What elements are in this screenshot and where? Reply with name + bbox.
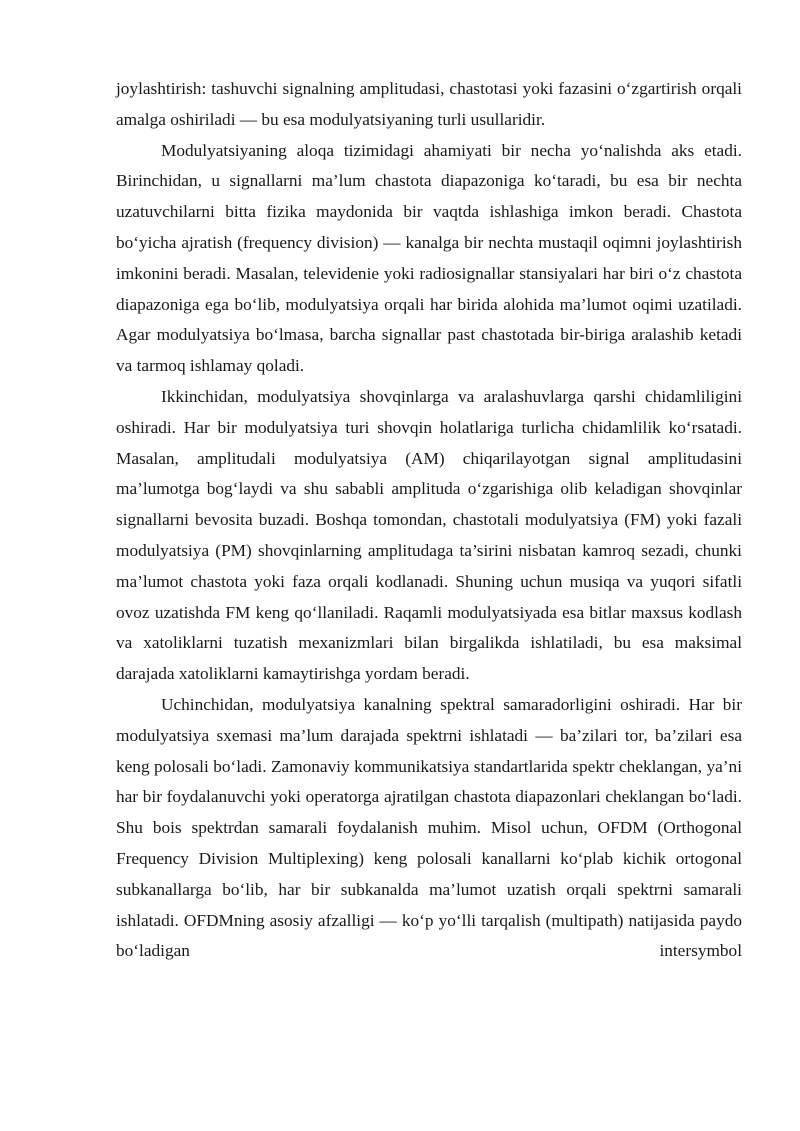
paragraph-third-reason: Uchinchidan, modulyatsiya kanalning spektral samaradorligini oshiradi. Har bir modulyatsiya sxemasi ma’lum darajada spektrni ishlatadi — ba’zilari tor, ba’zilari esa keng polosali bo‘ladi. Zamonaviy kommunikatsiya standartlarida spektr cheklangan, ya’ni har bir foydalanuvchi yoki operatorga ajratilgan chastota diapazonlari cheklangan bo‘ladi. Shu bois spektrdan samarali foydalanish muhim. Misol uchun, OFDM (Orthogonal Frequency Division Multiplexing) keng polosali kanallarni ko‘plab kichik ortogonal subkanallarga bo‘lib, har bir subkanalda ma’lumot uzatish orqali spektrni samarali ishlatadi. OFDMning asosiy afzalligi — ko‘p yo‘lli tarqalish (multipath) natijasida paydo bo‘ladigan intersymbol: [116, 694, 742, 961]
paragraph-second-reason: Ikkinchidan, modulyatsiya shovqinlarga va aralashuvlarga qarshi chidamliligini oshiradi. Har bir modulyatsiya turi shovqin holatlariga turlicha chidamlilik ko‘rsatadi. Masalan, amplitudali modulyatsiya (AM) chiqarilayotgan signal amplitudasini ma’lumotga bog‘laydi va shu sababli amplituda o‘zgarishiga olib keladigan shovqinlar signallarni bevosita buzadi. Boshqa tomondan, chastotali modulyatsiya (FM) yoki fazali modulyatsiya (PM) shovqinlarning amplitudaga ta’sirini nisbatan kamroq sezadi, chunki ma’lumot chastota yoki faza orqali kodlanadi. Shuning uchun musiqa va yuqori sifatli ovoz uzatishda FM keng qo‘llaniladi. Raqamli modulyatsiyada esa bitlar maxsus kodlash va xatoliklarni tuzatish mexanizmlari bilan birgalikda ishlatiladi, bu esa maksimal darajada xatoliklarni kamaytirishga yordam beradi.: [116, 386, 742, 684]
paragraph-first-reason: Modulyatsiyaning aloqa tizimidagi ahamiyati bir necha yo‘nalishda aks etadi. Birinchidan, u signallarni ma’lum chastota diapazoniga ko‘taradi, bu esa bir nechta uzatuvchilarni bitta fizika maydonida bir vaqtda ishlashiga imkon beradi. Chastota bo‘yicha ajratish (frequency division) — kanalga bir nechta mustaqil oqimni joylashtirish imkonini beradi. Masalan, televidenie yoki radiosignallar stansiyalari har biri o‘z chastota diapazoniga ega bo‘lib, modulyatsiya orqali har birida alohida ma’lumot oqimi uzatiladi. Agar modulyatsiya bo‘lmasa, barcha signallar past chastotada bir-biriga aralashib ketadi va tarmoq ishlamay qoladi.: [116, 140, 742, 376]
body-text: [116, 74, 742, 967]
paragraph-continuation: joylashtirish: tashuvchi signalning amplitudasi, chastotasi yoki fazasini o‘zgartirish orqali amalga oshiriladi — bu esa modulyatsiyaning turli usullaridir.: [116, 79, 742, 129]
